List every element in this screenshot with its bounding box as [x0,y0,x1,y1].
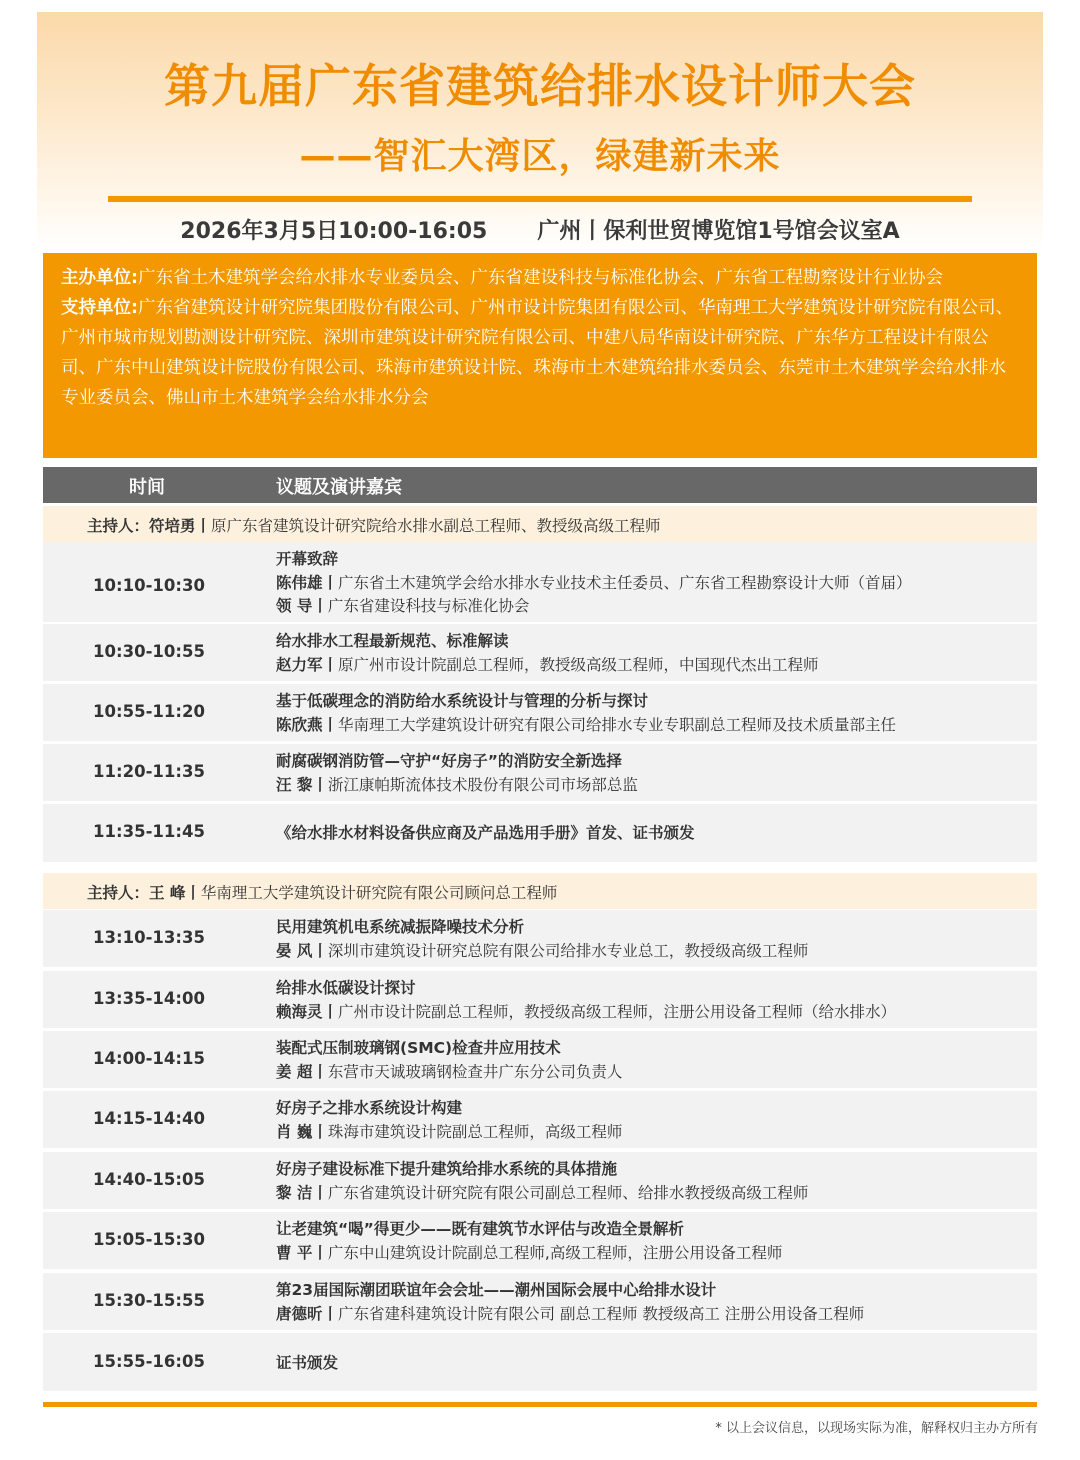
speaker-name: 领 导丨 [276,597,328,615]
host-row [43,506,1037,542]
speaker-name: 肖 巍丨 [276,1122,328,1141]
schedule-row [43,1212,1037,1269]
speaker-desc: 广东省土木建筑学会给水排水专业技术主任委员、广东省工程勘察设计大师（首届） [338,573,912,592]
session-time: 14:00-14:15 [93,1049,205,1068]
session-content [276,750,638,797]
session-time: 10:30-10:55 [93,642,205,661]
session-content [276,977,896,1024]
speaker-desc: 东营市天诚玻璃钢检查井广东分公司负责人 [327,1062,623,1081]
host-line [87,514,661,536]
speaker-name: 唐德昕丨 [276,1304,339,1323]
session-content [276,1218,782,1265]
session-time: 14:40-15:05 [93,1170,205,1189]
speaker-name: 姜 超丨 [276,1062,328,1081]
speaker-desc: 广东省建筑设计研究院有限公司副总工程师、给排水教授级高级工程师 [327,1183,809,1202]
header-time: 时间 [129,477,165,498]
session-content [276,822,695,846]
session-speaker [276,1242,782,1266]
session-topic: 让老建筑“喝”得更少——既有建筑节水评估与改造全景解析 [276,1220,684,1238]
speaker-name: 黎 洁丨 [276,1183,328,1202]
speaker-name: 赵力军丨 [276,655,339,674]
session-time: 10:55-11:20 [93,702,205,721]
organizer-text: 广东省土木建筑学会给水排水专业委员会、广东省建设科技与标准化协会、广东省工程勘察设计行业协会 [138,268,943,288]
session-content [276,1097,622,1144]
schedule-row [43,1273,1037,1330]
session-time: 15:30-15:55 [93,1291,205,1310]
header-topic: 议题及演讲嘉宾 [276,477,402,498]
session-speaker [276,572,912,596]
schedule-row [43,684,1037,741]
session-time: 11:35-11:45 [93,822,205,841]
speaker-desc: 广州市设计院副总工程师，教授级高级工程师，注册公用设备工程师（给水排水） [338,1002,897,1021]
session-speaker [276,1121,622,1145]
schedule-row [43,624,1037,681]
speaker-desc: 广东中山建筑设计院副总工程师,高级工程师，注册公用设备工程师 [327,1243,783,1262]
speaker-desc: 珠海市建筑设计院副总工程师，高级工程师 [327,1122,623,1141]
session-time: 11:20-11:35 [93,762,205,781]
organizer-line [61,263,1019,293]
page-subtitle: ——智汇大湾区，绿建新未来 [299,136,781,177]
session-content [276,630,819,677]
session-topic: 装配式压制玻璃钢(SMC)检查井应用技术 [276,1039,561,1057]
supporter-text: 广东省建筑设计研究院集团股份有限公司、广州市设计院集团有限公司、华南理工大学建筑设计研究院有限公司、广州市城市规划勘测设计研究院、深圳市建筑设计研究院有限公司、中建八局华南设计研究院、广东华方工程设计有限公司、广东中山建筑设计院股份有限公司、珠海市建筑设计院、珠海市土木建筑给排水委员会、东莞市土木建筑学会给水排水专业委员会、佛山市土木建筑学会给水排水分会 [61,298,1013,408]
session-speaker [276,595,912,619]
session-topic: 好房子建设标准下提升建筑给排水系统的具体措施 [276,1160,618,1178]
session-speaker [276,654,819,678]
speaker-desc: 华南理工大学建筑设计研究有限公司给排水专业专职副总工程师及技术质量部主任 [338,715,897,734]
session-time: 10:10-10:30 [93,576,205,595]
speaker-name: 曹 平丨 [276,1243,328,1262]
speaker-desc: 原广州市设计院副总工程师，教授级高级工程师，中国现代杰出工程师 [338,655,819,674]
event-date: 2026年3月5日10:00-16:05 [180,219,488,244]
event-venue: 广州丨保利世贸博览馆1号馆会议室A [537,219,900,244]
page-title: 第九届广东省建筑给排水设计师大会 [164,59,916,113]
organizer-label: 主办单位: [61,268,138,288]
host-title: 华南理工大学建筑设计研究院有限公司顾问总工程师 [200,884,558,902]
session-topic: 基于低碳理念的消防给水系统设计与管理的分析与探讨 [276,692,649,710]
session-topic: 给水排水工程最新规范、标准解读 [276,632,509,650]
schedule-row [43,1031,1037,1088]
session-topic: 《给水排水材料设备供应商及产品选用手册》首发、证书颁发 [276,824,695,842]
session-content [276,916,808,963]
session-speaker [276,774,638,798]
session-topic: 民用建筑机电系统减振降噪技术分析 [276,918,525,936]
schedule-row [43,1152,1037,1209]
session-content [276,1279,864,1326]
session-time: 13:10-13:35 [93,928,205,947]
speaker-desc: 深圳市建筑设计研究总院有限公司给排水专业总工，教授级高级工程师 [327,941,809,960]
organizers-box [43,253,1037,458]
schedule-row [43,971,1037,1028]
session-topic: 开幕致辞 [276,550,339,568]
schedule-row [43,804,1037,862]
title-divider [108,196,972,202]
session-topic: 给排水低碳设计探讨 [276,979,416,997]
session-content [276,1352,338,1376]
session-time: 14:15-14:40 [93,1109,205,1128]
session-content [276,690,896,737]
host-title: 原广东省建筑设计研究院给水排水副总工程师、教授级高级工程师 [211,517,661,535]
host-label: 主持人： [87,517,150,535]
host-line [87,881,557,903]
schedule-row [43,1333,1037,1391]
session-speaker [276,1182,808,1206]
session-content [276,1037,622,1084]
speaker-name: 赖海灵丨 [276,1002,339,1021]
session-topic: 耐腐碳钢消防管—守护“好房子”的消防安全新选择 [276,752,622,770]
schedule-row [43,542,1037,622]
speaker-name: 陈欣燕丨 [276,715,339,734]
speaker-name: 晏 风丨 [276,941,328,960]
session-speaker [276,1303,864,1327]
session-content [276,548,912,619]
session-topic: 第23届国际潮团联谊年会会址——潮州国际会展中心给排水设计 [276,1281,717,1299]
session-time: 15:05-15:30 [93,1230,205,1249]
session-time: 15:55-16:05 [93,1352,205,1371]
session-speaker [276,940,808,964]
footnote: * 以上会议信息，以现场实际为准，解释权归主办方所有 [715,1421,1038,1436]
session-topic: 好房子之排水系统设计构建 [276,1099,463,1117]
bottom-divider [43,1402,1037,1407]
session-speaker [276,1001,896,1025]
speaker-name: 陈伟雄丨 [276,573,339,592]
host-label: 主持人： [87,884,150,902]
schedule-table-header [43,467,1037,503]
session-time: 13:35-14:00 [93,989,205,1008]
speaker-name: 汪 黎丨 [276,775,328,794]
date-venue-line [0,214,1080,245]
speaker-desc: 广东省建设科技与标准化协会 [327,597,530,615]
supporter-line [61,293,1019,413]
schedule-row [43,744,1037,801]
schedule-row [43,910,1037,967]
host-name: 符培勇丨 [149,517,212,535]
session-speaker [276,714,896,738]
supporter-label: 支持单位: [61,298,138,318]
session-topic: 证书颁发 [276,1354,339,1372]
speaker-desc: 广东省建科建筑设计院有限公司 副总工程师 教授级高工 注册公用设备工程师 [338,1304,865,1323]
session-content [276,1158,808,1205]
host-row [43,873,1037,909]
host-name: 王 峰丨 [149,884,201,902]
speaker-desc: 浙江康帕斯流体技术股份有限公司市场部总监 [327,775,638,794]
schedule-row [43,1091,1037,1148]
session-speaker [276,1061,622,1085]
